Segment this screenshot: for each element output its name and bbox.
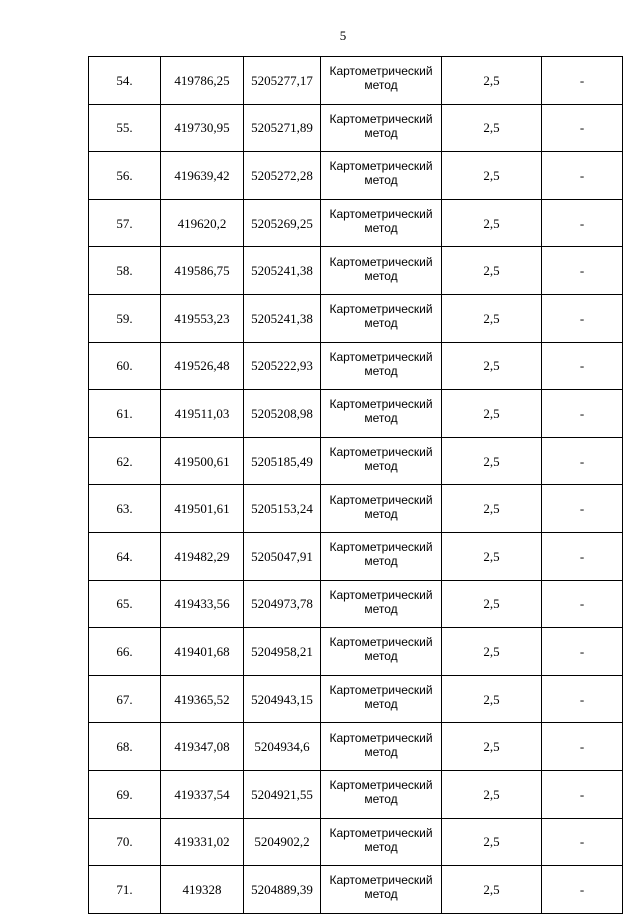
y-coordinate-cell: 5205269,25	[244, 199, 321, 247]
table-row	[89, 199, 623, 247]
accuracy-cell: 2,5	[442, 770, 542, 818]
method-cell: Картометрический метод	[321, 532, 442, 580]
point-number-cell: 59.	[89, 294, 161, 342]
accuracy-cell: 2,5	[442, 57, 542, 105]
y-coordinate-cell: 5204902,2	[244, 818, 321, 866]
point-number-cell: 65.	[89, 580, 161, 628]
method-cell: Картометрический метод	[321, 104, 442, 152]
point-number-cell: 61.	[89, 390, 161, 438]
x-coordinate-cell: 419526,48	[161, 342, 244, 390]
note-cell: -	[542, 628, 623, 676]
table-row	[89, 818, 623, 866]
y-coordinate-cell: 5204943,15	[244, 675, 321, 723]
note-cell: -	[542, 342, 623, 390]
accuracy-cell: 2,5	[442, 390, 542, 438]
note-cell: -	[542, 152, 623, 200]
x-coordinate-cell: 419331,02	[161, 818, 244, 866]
point-number-cell: 55.	[89, 104, 161, 152]
y-coordinate-cell: 5205277,17	[244, 57, 321, 105]
y-coordinate-cell: 5205185,49	[244, 437, 321, 485]
x-coordinate-cell: 419401,68	[161, 628, 244, 676]
accuracy-cell: 2,5	[442, 818, 542, 866]
method-cell: Картометрический метод	[321, 723, 442, 771]
note-cell: -	[542, 770, 623, 818]
table-row	[89, 723, 623, 771]
accuracy-cell: 2,5	[442, 247, 542, 295]
y-coordinate-cell: 5205272,28	[244, 152, 321, 200]
y-coordinate-cell: 5205241,38	[244, 294, 321, 342]
accuracy-cell: 2,5	[442, 580, 542, 628]
accuracy-cell: 2,5	[442, 675, 542, 723]
accuracy-cell: 2,5	[442, 437, 542, 485]
method-cell: Картометрический метод	[321, 342, 442, 390]
method-cell: Картометрический метод	[321, 580, 442, 628]
accuracy-cell: 2,5	[442, 866, 542, 914]
note-cell: -	[542, 104, 623, 152]
method-cell: Картометрический метод	[321, 675, 442, 723]
point-number-cell: 58.	[89, 247, 161, 295]
method-cell: Картометрический метод	[321, 866, 442, 914]
y-coordinate-cell: 5204889,39	[244, 866, 321, 914]
method-cell: Картометрический метод	[321, 628, 442, 676]
method-cell: Картометрический метод	[321, 437, 442, 485]
table-row	[89, 532, 623, 580]
table-row	[89, 437, 623, 485]
coordinates-table-body	[89, 57, 623, 914]
method-cell: Картометрический метод	[321, 152, 442, 200]
y-coordinate-cell: 5205047,91	[244, 532, 321, 580]
y-coordinate-cell: 5205153,24	[244, 485, 321, 533]
note-cell: -	[542, 57, 623, 105]
note-cell: -	[542, 247, 623, 295]
x-coordinate-cell: 419433,56	[161, 580, 244, 628]
table-row	[89, 580, 623, 628]
accuracy-cell: 2,5	[442, 152, 542, 200]
table-row	[89, 390, 623, 438]
accuracy-cell: 2,5	[442, 342, 542, 390]
table-row	[89, 866, 623, 914]
point-number-cell: 57.	[89, 199, 161, 247]
coordinates-table	[88, 56, 623, 914]
accuracy-cell: 2,5	[442, 104, 542, 152]
table-row	[89, 152, 623, 200]
accuracy-cell: 2,5	[442, 199, 542, 247]
x-coordinate-cell: 419337,54	[161, 770, 244, 818]
table-row	[89, 247, 623, 295]
x-coordinate-cell: 419730,95	[161, 104, 244, 152]
y-coordinate-cell: 5204973,78	[244, 580, 321, 628]
x-coordinate-cell: 419347,08	[161, 723, 244, 771]
note-cell: -	[542, 532, 623, 580]
table-row	[89, 57, 623, 105]
point-number-cell: 60.	[89, 342, 161, 390]
point-number-cell: 63.	[89, 485, 161, 533]
point-number-cell: 56.	[89, 152, 161, 200]
note-cell: -	[542, 675, 623, 723]
point-number-cell: 64.	[89, 532, 161, 580]
note-cell: -	[542, 390, 623, 438]
note-cell: -	[542, 723, 623, 771]
x-coordinate-cell: 419553,23	[161, 294, 244, 342]
note-cell: -	[542, 866, 623, 914]
point-number-cell: 67.	[89, 675, 161, 723]
point-number-cell: 54.	[89, 57, 161, 105]
point-number-cell: 70.	[89, 818, 161, 866]
note-cell: -	[542, 485, 623, 533]
point-number-cell: 68.	[89, 723, 161, 771]
x-coordinate-cell: 419620,2	[161, 199, 244, 247]
y-coordinate-cell: 5205222,93	[244, 342, 321, 390]
point-number-cell: 62.	[89, 437, 161, 485]
y-coordinate-cell: 5205208,98	[244, 390, 321, 438]
x-coordinate-cell: 419500,61	[161, 437, 244, 485]
table-row	[89, 342, 623, 390]
table-row	[89, 770, 623, 818]
x-coordinate-cell: 419786,25	[161, 57, 244, 105]
point-number-cell: 69.	[89, 770, 161, 818]
method-cell: Картометрический метод	[321, 390, 442, 438]
note-cell: -	[542, 294, 623, 342]
accuracy-cell: 2,5	[442, 723, 542, 771]
accuracy-cell: 2,5	[442, 294, 542, 342]
x-coordinate-cell: 419639,42	[161, 152, 244, 200]
y-coordinate-cell: 5204934,6	[244, 723, 321, 771]
y-coordinate-cell: 5205271,89	[244, 104, 321, 152]
method-cell: Картометрический метод	[321, 770, 442, 818]
x-coordinate-cell: 419586,75	[161, 247, 244, 295]
table-row	[89, 675, 623, 723]
accuracy-cell: 2,5	[442, 532, 542, 580]
x-coordinate-cell: 419511,03	[161, 390, 244, 438]
method-cell: Картометрический метод	[321, 294, 442, 342]
table-row	[89, 628, 623, 676]
point-number-cell: 71.	[89, 866, 161, 914]
accuracy-cell: 2,5	[442, 485, 542, 533]
x-coordinate-cell: 419501,61	[161, 485, 244, 533]
method-cell: Картометрический метод	[321, 57, 442, 105]
method-cell: Картометрический метод	[321, 485, 442, 533]
note-cell: -	[542, 199, 623, 247]
point-number-cell: 66.	[89, 628, 161, 676]
method-cell: Картометрический метод	[321, 818, 442, 866]
note-cell: -	[542, 437, 623, 485]
y-coordinate-cell: 5204958,21	[244, 628, 321, 676]
x-coordinate-cell: 419328	[161, 866, 244, 914]
accuracy-cell: 2,5	[442, 628, 542, 676]
x-coordinate-cell: 419365,52	[161, 675, 244, 723]
y-coordinate-cell: 5205241,38	[244, 247, 321, 295]
method-cell: Картометрический метод	[321, 199, 442, 247]
table-row	[89, 104, 623, 152]
note-cell: -	[542, 580, 623, 628]
y-coordinate-cell: 5204921,55	[244, 770, 321, 818]
table-row	[89, 294, 623, 342]
page-number: 5	[339, 28, 347, 43]
note-cell: -	[542, 818, 623, 866]
x-coordinate-cell: 419482,29	[161, 532, 244, 580]
table-row	[89, 485, 623, 533]
method-cell: Картометрический метод	[321, 247, 442, 295]
